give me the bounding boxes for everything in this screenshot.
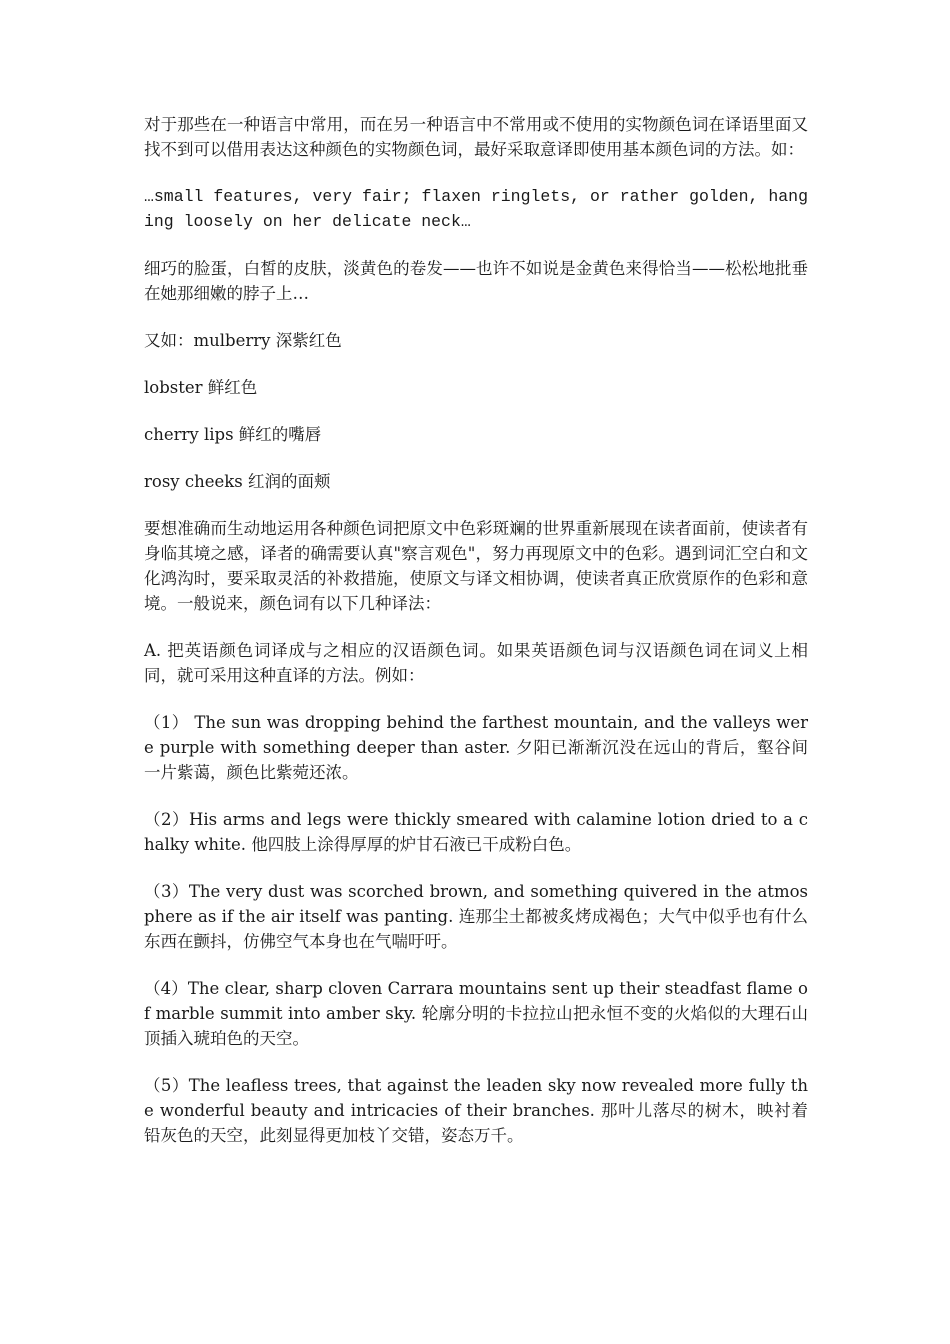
document-body bbox=[144, 112, 808, 1170]
paragraph-example-3: （3）The very dust was scorched brown, and something quivered in the atmosphere as if the air itself was panting. 连那尘土都被炙烤成褐色；大气中似乎也有什么东西在颤抖，仿佛空气本身也在气喘吁吁。 bbox=[144, 882, 808, 951]
paragraph-example-4: （4）The clear, sharp cloven Carrara mountains sent up their steadfast flame of marble summit into amber sky. 轮廓分明的卡拉拉山把永恒不变的火焰似的大理石山顶插入琥珀色的天空。 bbox=[144, 979, 808, 1048]
paragraph-intro: 对于那些在一种语言中常用，而在另一种语言中不常用或不使用的实物颜色词在译语里面又找不到可以借用表达这种颜色的实物颜色词，最好采取意译即使用基本颜色词的方法。如： bbox=[144, 115, 808, 159]
paragraph-translation-methods: 要想准确而生动地运用各种颜色词把原文中色彩斑斓的世界重新展现在读者面前，使读者有身临其境之感，译者的确需要认真"察言观色"，努力再现原文中的色彩。遇到词汇空白和文化鸿沟时，要采取灵活的补救措施，使原文与译文相协调，使读者真正欣赏原作的色彩和意境。一般说来，颜色词有以下几种译法： bbox=[144, 519, 808, 613]
paragraph-example-lobster: lobster 鲜红色 bbox=[144, 378, 258, 397]
paragraph-chinese-translation: 细巧的脸蛋，白皙的皮肤，淡黄色的卷发——也许不如说是金黄色来得恰当——松松地批垂在她那细嫩的脖子上… bbox=[144, 259, 808, 303]
paragraph-example-cherry-lips: cherry lips 鲜红的嘴唇 bbox=[144, 425, 322, 444]
paragraph-example-5: （5）The leafless trees, that against the leaden sky now revealed more fully the wonderful beauty and intricacies of their branches. 那叶儿落尽的树木，映衬着铅灰色的天空，此刻显得更加枝丫交错，姿态万千。 bbox=[144, 1076, 808, 1145]
paragraph-example-rosy-cheeks: rosy cheeks 红润的面颊 bbox=[144, 472, 331, 491]
paragraph-english-example: …small features, very fair; flaxen ringlets, or rather golden, hanging loosely on her delicate neck… bbox=[144, 187, 808, 231]
paragraph-method-a: A. 把英语颜色词译成与之相应的汉语颜色词。如果英语颜色词与汉语颜色词在词义上相同，就可采用这种直译的方法。例如： bbox=[144, 641, 808, 685]
paragraph-example-2: （2）His arms and legs were thickly smeared with calamine lotion dried to a chalky white. 他四肢上涂得厚厚的炉甘石液已干成粉白色。 bbox=[144, 810, 808, 854]
paragraph-example-1: （1） The sun was dropping behind the farthest mountain, and the valleys were purple with something deeper than aster. 夕阳已渐渐沉没在远山的背后，壑谷间一片紫蔼，颜色比紫菀还浓。 bbox=[144, 713, 808, 782]
paragraph-example-mulberry: 又如：mulberry 深紫红色 bbox=[144, 331, 342, 350]
